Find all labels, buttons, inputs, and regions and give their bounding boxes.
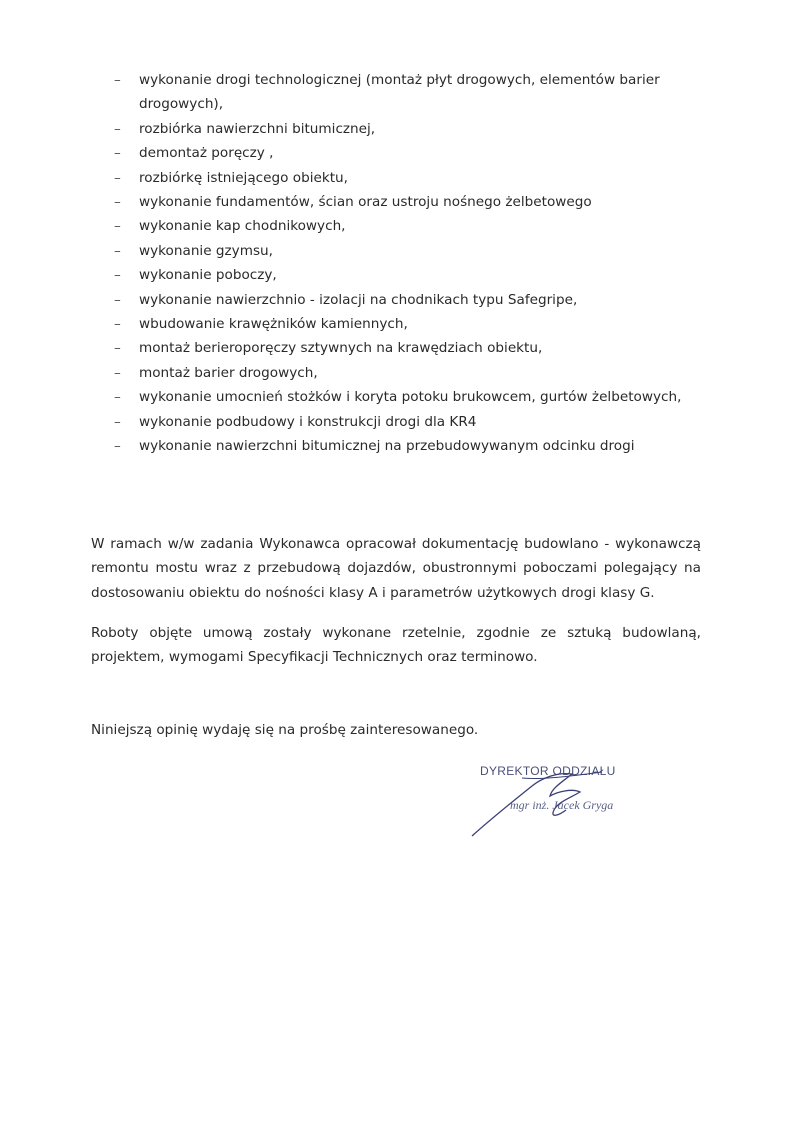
task-text: rozbiórkę istniejącego obiektu, bbox=[139, 169, 348, 186]
task-item bbox=[114, 434, 694, 458]
dash-bullet: – bbox=[114, 291, 121, 308]
dash-bullet: – bbox=[114, 120, 121, 137]
stamp-title: DYREKTOR ODDZIAŁU bbox=[480, 764, 616, 778]
dash-bullet: – bbox=[114, 389, 121, 406]
dash-bullet: – bbox=[114, 364, 121, 381]
task-text: wykonanie poboczy, bbox=[139, 267, 277, 284]
handwritten-signature bbox=[462, 758, 662, 848]
dash-bullet: – bbox=[114, 145, 121, 162]
dash-bullet: – bbox=[114, 72, 121, 88]
task-text: wykonanie fundamentów, ścian oraz ustroju nośnego żelbetowego bbox=[139, 194, 592, 211]
dash-bullet: – bbox=[114, 340, 121, 357]
paragraph-scope: W ramach w/w zadania Wykonawca opracował dokumentację budowlano - wykonawczą remontu mostu wraz z przebudową dojazdów, obustronnymi poboczami polegający na dostosowaniu obiektu do nośności klasy A i parametrów użytkowych drogi klasy G. bbox=[91, 535, 701, 601]
dash-bullet: – bbox=[114, 316, 121, 333]
task-item bbox=[114, 239, 694, 263]
signature-stamp bbox=[462, 758, 662, 848]
dash-bullet: – bbox=[114, 242, 121, 259]
task-item bbox=[114, 117, 694, 141]
paragraph-closing: Niniejszą opinię wydaję się na prośbę zainteresowanego. bbox=[91, 721, 479, 738]
task-item bbox=[114, 68, 694, 117]
dash-bullet: – bbox=[114, 169, 121, 186]
task-text: wykonanie drogi technologicznej (montaż płyt drogowych, elementów barier drogowych), bbox=[139, 72, 660, 113]
dash-bullet: – bbox=[114, 218, 121, 235]
task-text: wykonanie podbudowy i konstrukcji drogi dla KR4 bbox=[139, 413, 477, 430]
task-text: wykonanie nawierzchnio - izolacji na chodnikach typu Safegripe, bbox=[139, 291, 578, 308]
task-text: montaż barier drogowych, bbox=[139, 364, 318, 381]
task-text: montaż berieroporęczy sztywnych na krawędziach obiektu, bbox=[139, 340, 543, 357]
task-item bbox=[114, 312, 694, 336]
task-item bbox=[114, 361, 694, 385]
paragraph-quality: Roboty objęte umową zostały wykonane rzetelnie, zgodnie ze sztuką budowlaną, projektem, wymogami Specyfikacji Technicznych oraz terminowo. bbox=[91, 624, 701, 666]
task-item bbox=[114, 410, 694, 434]
task-item bbox=[114, 336, 694, 360]
task-text: rozbiórka nawierzchni bitumicznej, bbox=[139, 120, 376, 137]
task-item bbox=[114, 141, 694, 165]
task-text: wbudowanie krawężników kamiennych, bbox=[139, 316, 408, 333]
task-text: wykonanie nawierzchni bitumicznej na przebudowywanym odcinku drogi bbox=[139, 438, 635, 455]
task-item bbox=[114, 166, 694, 190]
stamp-name: mgr inż. Jacek Gryga bbox=[510, 798, 614, 812]
task-item bbox=[114, 385, 694, 409]
task-list bbox=[114, 68, 694, 459]
task-text: wykonanie umocnień stożków i koryta potoku brukowcem, gurtów żelbetowych, bbox=[139, 389, 682, 406]
task-text: wykonanie kap chodnikowych, bbox=[139, 218, 346, 235]
task-text: demontaż poręczy , bbox=[139, 145, 274, 162]
task-item bbox=[114, 263, 694, 287]
dash-bullet: – bbox=[114, 194, 121, 211]
task-item bbox=[114, 288, 694, 312]
task-text: wykonanie gzymsu, bbox=[139, 242, 273, 259]
dash-bullet: – bbox=[114, 438, 121, 455]
task-item bbox=[114, 190, 694, 214]
dash-bullet: – bbox=[114, 267, 121, 284]
task-item bbox=[114, 214, 694, 238]
dash-bullet: – bbox=[114, 413, 121, 430]
